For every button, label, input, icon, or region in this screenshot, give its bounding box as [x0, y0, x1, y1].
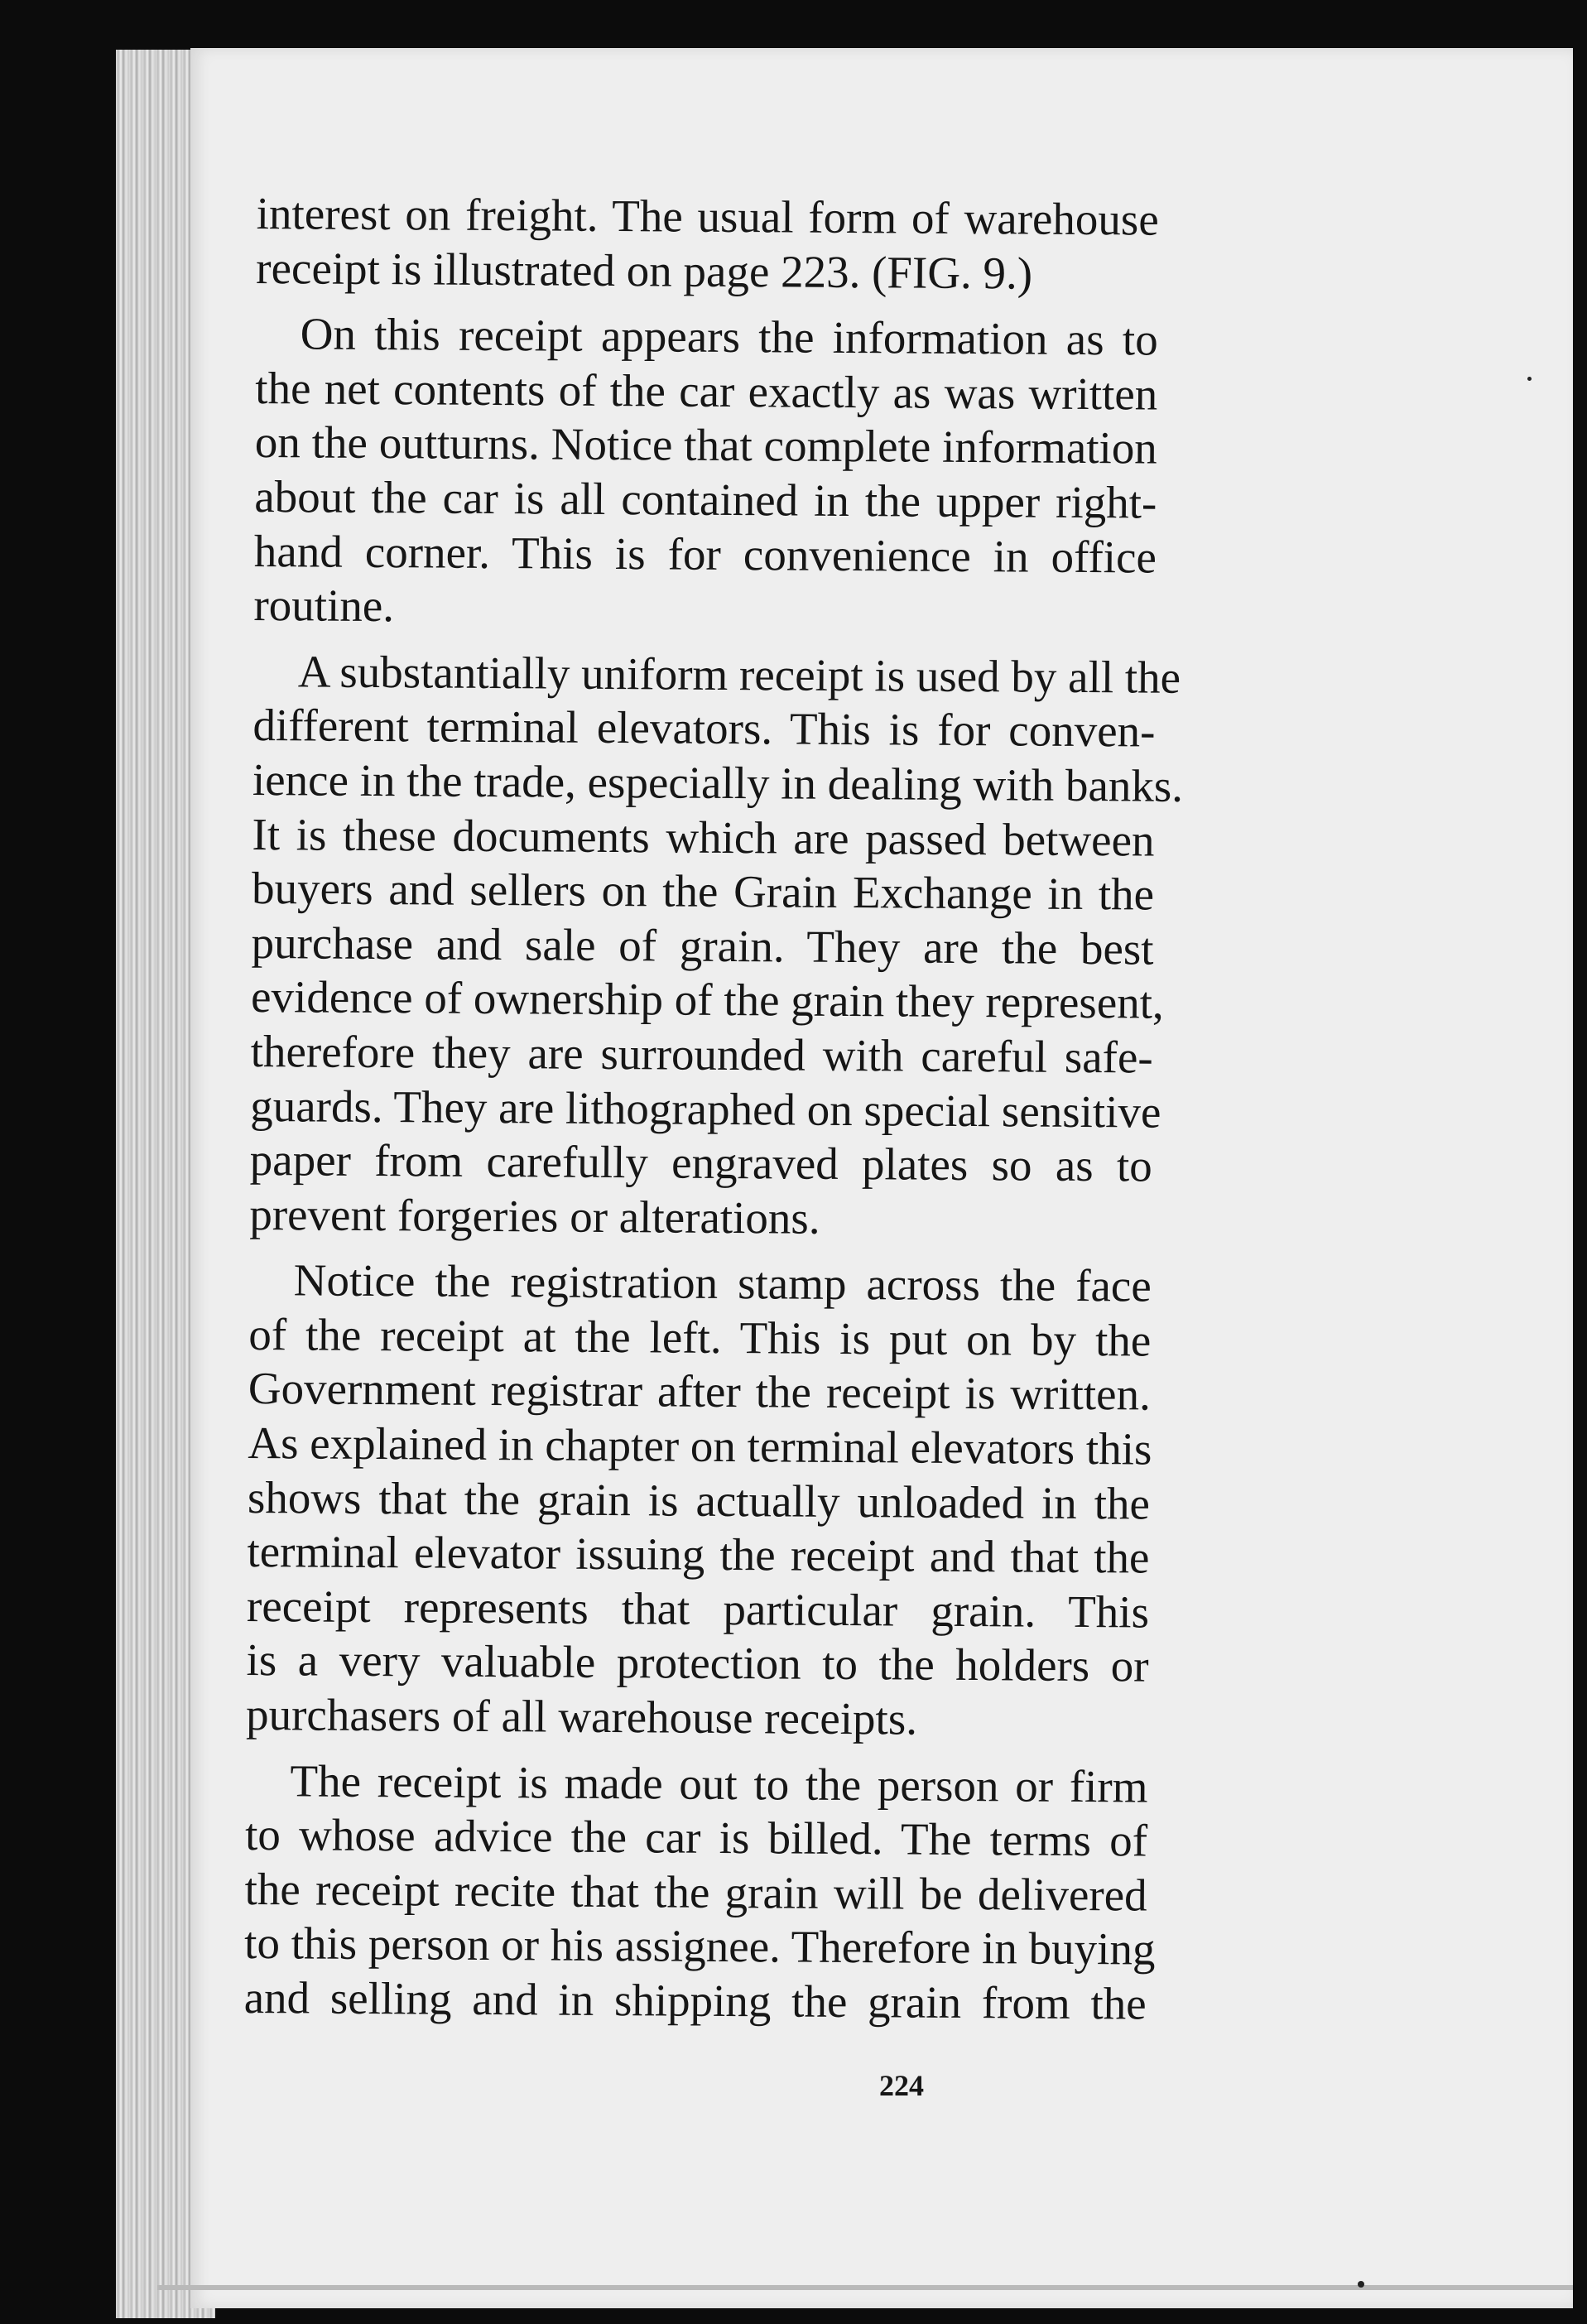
- paragraph-p3: [249, 644, 1184, 1248]
- text-line: paper from carefully engraved plates so as to: [249, 1134, 1152, 1191]
- text-line: and selling and in shipping the grain from the: [243, 1971, 1147, 2029]
- text-line: the receipt recite that the grain will be delivered: [244, 1863, 1147, 1921]
- text-line: routine.: [253, 580, 395, 632]
- text-line: As explained in chapter on terminal elevators this: [248, 1417, 1152, 1475]
- text-line: It is these documents which are passed between: [252, 808, 1155, 866]
- text-line: purchase and sale of grain. They are the best: [251, 917, 1154, 974]
- text-line: purchasers of all warehouse receipts.: [245, 1688, 918, 1744]
- text-line: to whose advice the car is billed. The terms of: [244, 1809, 1148, 1866]
- paragraph-p5: [243, 1754, 1156, 2032]
- text-line: On this receipt appears the information as to: [300, 308, 1158, 365]
- text-line: different terminal elevators. This is for conven-: [252, 700, 1156, 757]
- text-line: the net contents of the car exactly as was written: [255, 362, 1158, 420]
- text-line: buyers and sellers on the Grain Exchange in the: [251, 863, 1155, 920]
- scan-speck: [1358, 2281, 1364, 2288]
- paragraph-p1: [256, 186, 1159, 301]
- text-line: prevent forgeries or alterations.: [249, 1188, 820, 1244]
- text-line: The receipt is made out to the person or firm: [290, 1754, 1148, 1812]
- text-line: of the receipt at the left. This is put on by the: [248, 1308, 1152, 1366]
- text-line: evidence of ownership of the grain they represent,: [250, 971, 1164, 1028]
- text-line: ience in the trade, especially in dealing with banks.: [252, 753, 1184, 811]
- text-line: on the outturns. Notice that complete information: [254, 416, 1158, 474]
- text-line: interest on freight. The usual form of warehouse: [256, 187, 1159, 245]
- page-number: 224: [879, 2069, 924, 2102]
- text-line: terminal elevator issuing the receipt and that the: [247, 1526, 1150, 1583]
- text-line: shows that the grain is actually unloaded in the: [247, 1471, 1151, 1529]
- text-line: hand corner. This is for convenience in office: [253, 525, 1157, 583]
- text-line: to this person or his assignee. Therefore in buying: [243, 1917, 1156, 1975]
- text-line: receipt is illustrated on page 223. (FIG. 9.): [256, 242, 1033, 299]
- text-line: guards. They are lithographed on special sensitive: [250, 1080, 1161, 1138]
- text-line: is a very valuable protection to the holders or: [246, 1634, 1149, 1692]
- text-line: A substantially uniform receipt is used by all the: [297, 646, 1181, 703]
- text-line: Notice the registration stamp across the face: [293, 1254, 1152, 1311]
- body-text: [243, 186, 1184, 2031]
- text-line: about the car is all contained in the upper right-: [254, 470, 1157, 528]
- text-line: Government registrar after the receipt is written.: [248, 1363, 1152, 1421]
- scan-speck: [1527, 377, 1532, 381]
- paragraph-p2: [253, 306, 1158, 638]
- paragraph-p4: [246, 1253, 1152, 1748]
- text-line: therefore they are surrounded with careful safe-: [250, 1025, 1153, 1083]
- text-line: receipt represents that particular grain. This: [246, 1580, 1150, 1638]
